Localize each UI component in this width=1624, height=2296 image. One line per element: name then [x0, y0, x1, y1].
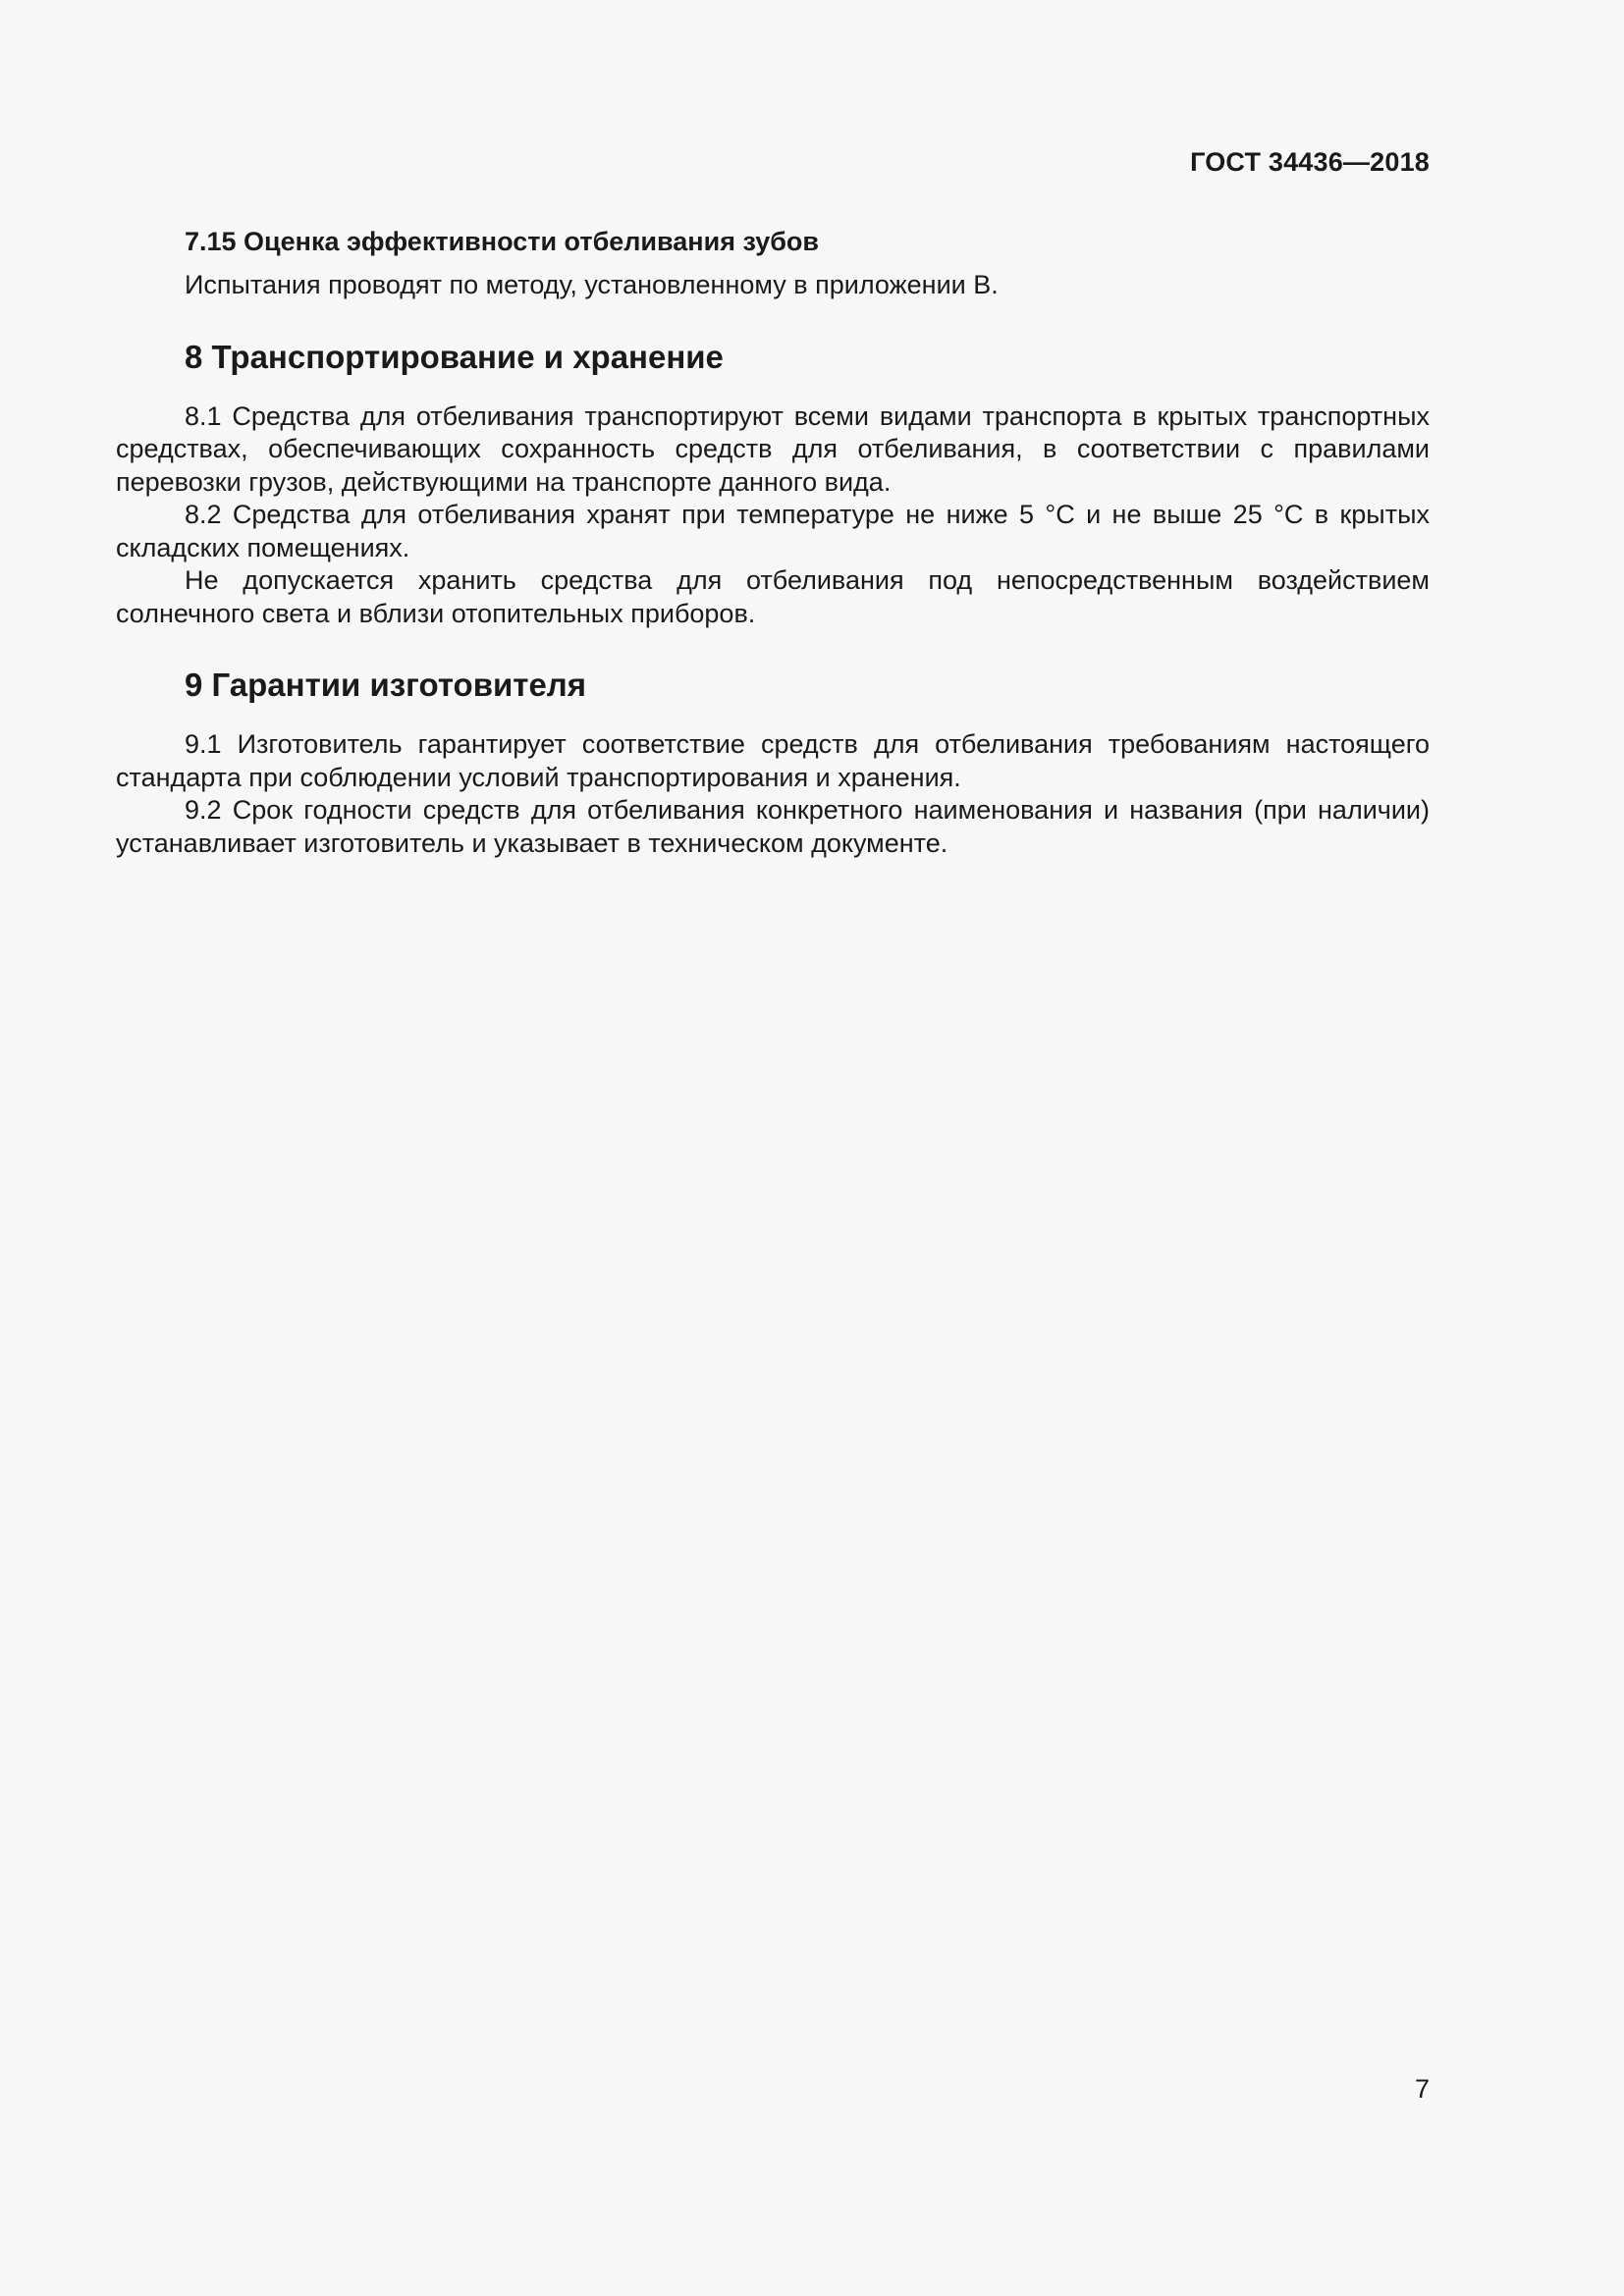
- paragraph-8-1: 8.1 Средства для отбеливания транспортируют всеми видами транспорта в крытых транспортных средствах, обеспечивающих сохранность средств для отбеливания, в соответствии с правилами перевозки грузов, действующими на транспорте данного вида.: [116, 400, 1430, 497]
- paragraph-8-2-note: Не допускается хранить средства для отбеливания под непосредственным воздействием солнечного света и вблизи отопительных приборов.: [116, 565, 1430, 628]
- page-content: [116, 222, 1430, 860]
- subsection-title-7-15: 7.15 Оценка эффективности отбеливания зубов: [185, 227, 819, 256]
- paragraph-8-2: 8.2 Средства для отбеливания хранят при температуре не ниже 5 °С и не выше 25 °С в крытых складских помещениях.: [116, 500, 1430, 562]
- page-number: 7: [1414, 2074, 1430, 2104]
- paragraph-9-2: 9.2 Срок годности средств для отбеливания конкретного наименования и названия (при наличии) устанавливает изготовитель и указывает в техническом документе.: [116, 795, 1430, 858]
- document-code: ГОСТ 34436—2018: [1190, 147, 1430, 177]
- paragraph-7-15: Испытания проводят по методу, установленному в приложении В.: [185, 270, 999, 299]
- section-title-8: 8 Транспортирование и хранение: [185, 338, 724, 375]
- paragraph-9-1: 9.1 Изготовитель гарантирует соответствие средств для отбеливания требованиям настоящего стандарта при соблюдении условий транспортирования и хранения.: [116, 729, 1430, 792]
- section-title-9: 9 Гарантии изготовителя: [185, 667, 587, 703]
